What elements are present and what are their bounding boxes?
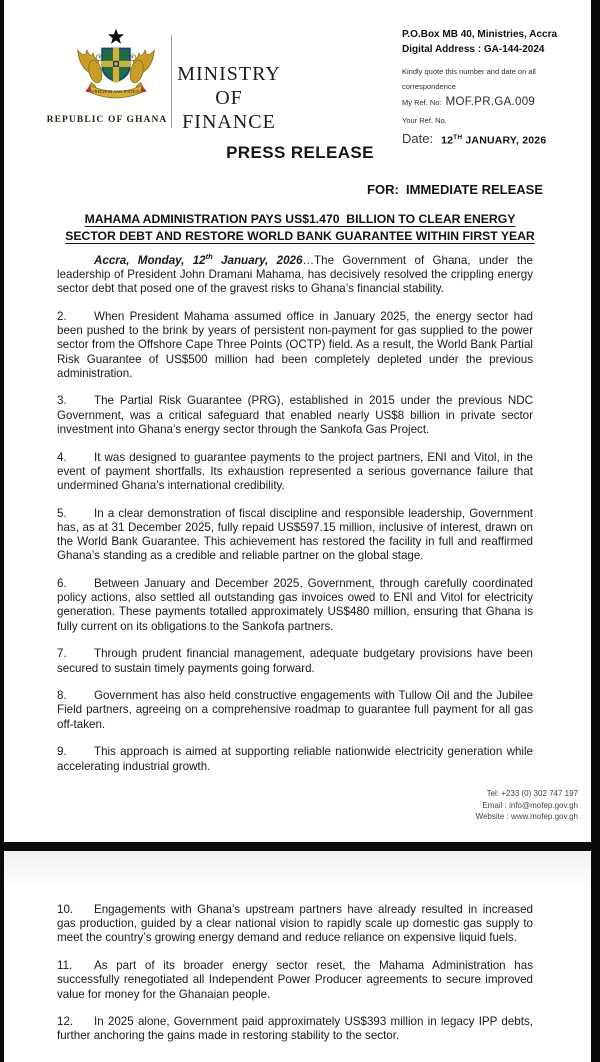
immediate-release-line: FOR: IMMEDIATE RELEASE: [367, 182, 543, 197]
motto-text: FREEDOM AND JUSTICE: [92, 89, 140, 94]
paragraph-11: 11. As part of its broader energy sector reset, the Mahama Administration has successfully renegotiated all Independent Power Producer agreements to secure improved value for money for the Ghanaian people.: [57, 959, 533, 1001]
page2-body: [57, 903, 533, 1057]
ministry-of-finance-wordmark: [176, 62, 282, 134]
paragraph-9: 9. This approach is aimed at supporting reliable nationwide electricity generation while accelerating industrial growth.: [57, 745, 533, 773]
dateline: Accra, Monday, 12th January, 2026: [94, 252, 303, 267]
date-label: Date:: [402, 131, 434, 146]
paragraph-4: 4. It was designed to guarantee payments to the project partners, ENI and Vitol, in the event of payment shortfalls. Its exhaustion represented a serious governance failure that undermined Ghana’s international credibility.: [57, 450, 533, 492]
paragraph-3: 3. The Partial Risk Guarantee (PRG), established in 2015 under the previous NDC Government, was a critical safeguard that enabled nearly US$8 billion in private sector investment into Ghana’s energy sector through the Sankofa Gas Project.: [57, 394, 533, 436]
ministry-line: FINANCE: [182, 111, 276, 133]
website-line: Website : www.mofep.gov.gh: [475, 812, 578, 821]
contact-footer: [476, 788, 578, 823]
page1-body: [57, 250, 533, 787]
header-divider: [171, 35, 172, 128]
paragraph-7: 7. Through prudent financial management, adequate budgetary provisions have been secured to sustain timely payments going forward.: [57, 647, 533, 675]
paragraph-2: 2. When President Mahama assumed office in January 2025, the energy sector had been pushed to the brink by years of persistent non-payment for gas supplied to the power sector from the Offshore Cape Three Points (OCTP) field. As a result, the World Bank Partial Risk Guarantee of US$500 million had been completely depleted under the previous administration.: [57, 309, 533, 380]
right-black-border: [591, 0, 600, 1062]
press-release-page-2: [0, 851, 600, 1062]
paragraph-10: 10. Engagements with Ghana’s upstream partners have already resulted in increased gas production, guided by a clear national vision to rapidly scale up domestic gas supply to meet the country’s growing energy demand and reduce reliance on expensive liquid fuels.: [57, 903, 533, 945]
left-black-border: [0, 0, 4, 1062]
paragraph-6: 6. Between January and December 2025, Government, through carefully coordinated policy actions, also settled all outstanding gas invoices owed to ENI and Vitol for electricity generation. These payments totalled approximately US$480 million, ensuring that Ghana is fully current on its obligations to the Sankofa partners.: [57, 577, 533, 633]
paragraph-5: 5. In a clear demonstration of fiscal discipline and responsible leadership, Government has, as at 31 December 2025, fully repaid US$597.15 million, inclusive of interest, drawn on the World Bank Guarantee. This achievement has restored the facility in full and reaffirmed Ghana’s standing as a credible and reliable partner on the global stage.: [57, 506, 533, 563]
ministry-line: OF: [215, 87, 243, 109]
your-ref-label: Your Ref. No.: [402, 116, 447, 125]
paragraph-12: 12. In 2025 alone, Government paid approximately US$393 million in legacy IPP debts, further anchoring the gains made in restoring stability to the sector.: [57, 1015, 533, 1043]
po-box-line: P.O.Box MB 40, Ministries, Accra: [402, 29, 558, 40]
my-ref-row: [402, 96, 574, 108]
headline-line-2: SECTOR DEBT AND RESTORE WORLD BANK GUARANTEE WITHIN FIRST YEAR: [65, 228, 535, 243]
digital-address-line: Digital Address : GA-144-2024: [402, 43, 545, 55]
ministry-line: MINISTRY: [177, 63, 281, 85]
ghana-coat-of-arms-icon: [70, 26, 162, 114]
page-break-gap: [0, 842, 600, 851]
letterhead-address-block: [402, 28, 574, 146]
shield-icon: [101, 48, 130, 82]
left-eagle-icon: [78, 50, 104, 88]
black-star-icon: [108, 29, 124, 44]
tel-line: Tel: +233 (0) 302 747 197: [486, 789, 578, 798]
my-ref-label: My Ref. No:: [402, 98, 442, 107]
paragraph-1: Accra, Monday, 12th January, 2026…The Government of Ghana, under the leadership of President John Dramani Mahama, has decisively resolved the crippling energy sector debt that posed one of the gravest risks to Ghana’s financial stability.: [57, 252, 533, 296]
headline-line-1: MAHAMA ADMINISTRATION PAYS US$1.470 BILLION TO CLEAR ENERGY: [84, 212, 516, 226]
headline: [30, 211, 570, 244]
date-value: 12TH JANUARY, 2026: [441, 133, 547, 146]
republic-of-ghana-label: REPUBLIC OF GHANA: [46, 115, 168, 125]
my-ref-value: MOF.PR.GA.009: [445, 96, 536, 108]
quote-note-line2: correspondence: [402, 82, 456, 91]
email-line: Email : info@mofep.gov.gh: [482, 800, 578, 810]
motto-ribbon-icon: [85, 85, 146, 98]
press-release-heading: PRESS RELEASE: [226, 143, 374, 162]
right-eagle-icon: [128, 50, 154, 88]
paragraph-8: 8. Government has also held constructive engagements with Tullow Oil and the Jubilee Field partners, agreeing on a comprehensive roadmap to guarantee full payment for all gas off-taken.: [57, 689, 533, 731]
quote-note-line1: Kindly quote this number and date on all: [402, 67, 536, 76]
